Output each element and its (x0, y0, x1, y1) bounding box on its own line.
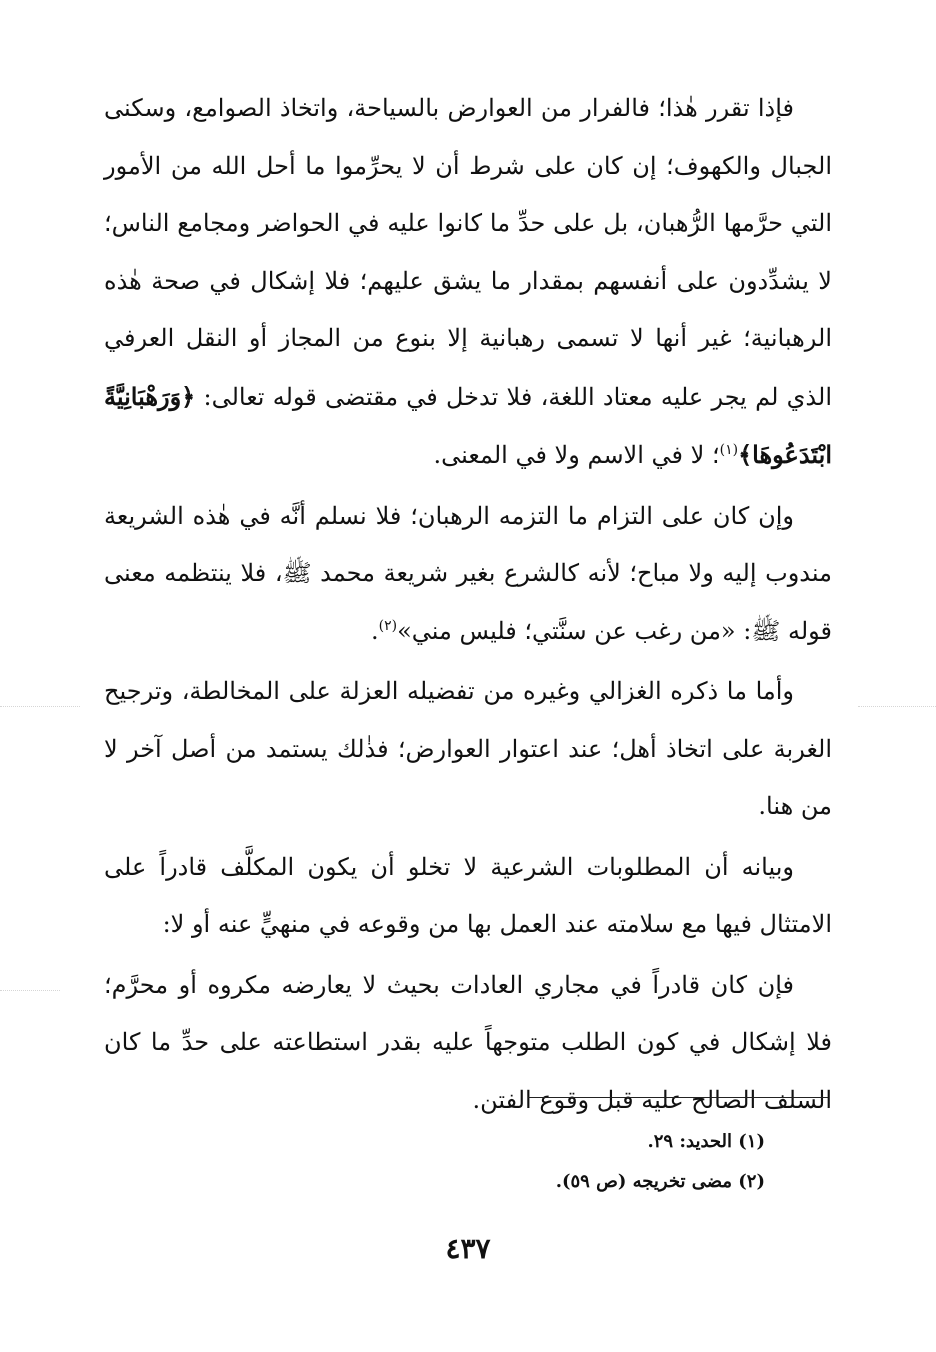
quran-verse: ﴿وَرَهْبَانِيَّةً ابْتَدَعُوهَا﴾ (104, 381, 832, 469)
paragraph-4: وبيانه أن المطلوبات الشرعية لا تخلو أن يكون المكلَّف قادراً على الامتثال فيها مع سلامته عند العمل بها من وقوعه في منهيٍّ عنه أو لا: (104, 852, 832, 938)
page-number: ٤٣٧ (445, 1232, 491, 1265)
footnote-1: (١) الحديد: ٢٩. (647, 1131, 765, 1152)
main-text (104, 80, 832, 1129)
scan-artifact-line (858, 706, 936, 707)
paragraph-1-end: ؛ لا في الاسم ولا في المعنى. (433, 441, 720, 469)
paragraph-2-text: وإن كان على التزام ما التزمه الرهبان؛ فلا نسلم أنَّه في هٰذه الشريعة مندوب إليه ولا مباح؛ لأنه كالشرع بغير شريعة محمد ﷺ، فلا ينتظمه معنى قوله ﷺ: «من رغب عن سنَّتي؛ فليس مني» (104, 501, 832, 645)
paragraph-2 (104, 488, 832, 661)
paragraph-1-text: فإذا تقرر هٰذا؛ فالفرار من العوارض بالسياحة، واتخاذ الصوامع، وسكنى الجبال والكهوف؛ إن كان على شرط أن لا يحرِّموا ما أحل الله من الأمور التي حرَّمها الرُّهبان، بل على حدِّ ما كانوا عليه في الحواضر ومجامع الناس؛ لا يشدِّدون على أنفسهم بمقدار ما يشق عليهم؛ فلا إشكال في صحة هٰذه الرهبانية؛ غير أنها لا تسمى رهبانية إلا بنوع من المجاز أو النقل العرفي الذي لم يجر عليه معتاد اللغة، فلا تدخل في مقتضى قوله تعالى: (104, 94, 832, 411)
footnote-ref-1: (١) (719, 442, 739, 458)
paragraph-2-end: . (370, 616, 379, 645)
footnote-2: (٢) مضى تخريجه (ص ٥٩). (555, 1171, 765, 1192)
paragraph-3: وأما ما ذكره الغزالي وغيره من تفضيله العزلة على المخالطة، وترجيح الغربة على اتخاذ أهل؛ عند اعتوار العوارض؛ فذٰلك يستمد من أصل آخر لا من هنا. (104, 677, 832, 820)
footnote-ref-2: (٢) (378, 617, 398, 634)
paragraph-5: فإن كان قادراً في مجاري العادات بحيث لا يعارضه مكروه أو محرَّم؛ فلا إشكال في كون الطلب متوجهاً عليه بقدر استطاعته على حدِّ ما كان السلف الصالح عليه قبل وقوع الفتن. (104, 970, 832, 1114)
paragraph-1 (104, 80, 832, 485)
scan-artifact-line (0, 706, 80, 707)
footnotes (380, 1122, 765, 1202)
scan-artifact-line (0, 990, 60, 991)
footnote-divider (528, 1097, 828, 1098)
